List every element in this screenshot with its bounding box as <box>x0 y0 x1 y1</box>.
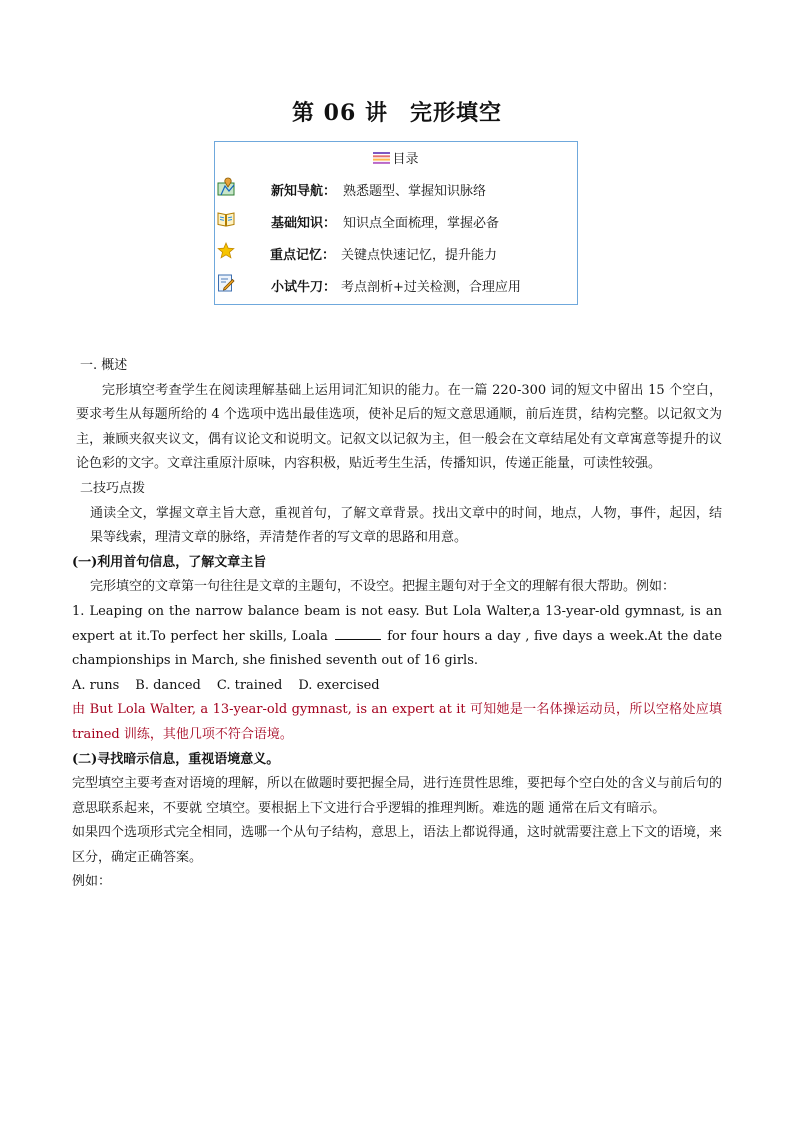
overview-paragraph: 完形填空考查学生在阅读理解基础上运用词汇知识的能力。在一篇 220-300 词的短文中留出 15 个空白，要求考生从每题所给的 4 个选项中选出最佳选项，使补足后的短文意思通顺，前后连贯，结构完整。以记叙文为主，兼顾夹叙夹议文，偶有议论文和说明文。记叙文以记叙为主，但一般会在文章结尾处有文章寓意等提升的议论色彩的文字。文章注重原汁原味，内容积极，贴近考生生活，传播知识，传递正能量，可读性较强。 <box>76 382 722 472</box>
toc-item-label: 新知导航： <box>271 184 337 199</box>
toc-item-desc: 考点剖析+过关检测，合理应用 <box>341 280 521 295</box>
toc-heading <box>215 148 577 168</box>
toc-item-desc: 关键点快速记忆，提升能力 <box>341 248 498 263</box>
edit-icon <box>217 273 235 293</box>
toc-item-label: 基础知识： <box>271 216 337 231</box>
option-c: C. trained <box>216 677 283 693</box>
context-paragraph: 完型填空主要考查对语境的理解，所以在做题时要把握全局，进行连贯性思维，要把每个空白处的含义与前后句的意思联系起来，不要就 空填空。要根据上下文进行合乎逻辑的推理判断。难选的题 通常在后文有暗示。 <box>72 776 723 816</box>
toc-heading-text: 目录 <box>392 152 419 167</box>
example-text: for four hours a day , five days a week.At the date championships in March, she finished seventh out of 16 girls. <box>72 628 723 669</box>
first-sentence-paragraph: 完形填空的文章第一句往往是文章的主题句，不设空。把握主题句对于全文的理解有很大帮助。例如： <box>90 579 676 595</box>
main-content <box>72 354 722 895</box>
toc-item-label: 小试牛刀： <box>271 280 337 295</box>
tips-paragraph: 通读全文，掌握文章主旨大意，重视首句，了解文章背景。找出文章中的时间，地点，人物，事件，起因，结果等线索，理清文章的脉络，弄清楚作者的写文章的思路和用意。 <box>90 505 722 546</box>
subsection-heading: (二)寻找暗示信息，重视语境意义。 <box>72 751 280 767</box>
book-icon <box>217 209 235 229</box>
subsection-heading: (一)利用首句信息，了解文章主旨 <box>72 554 267 570</box>
star-icon <box>217 241 235 261</box>
table-of-contents <box>214 141 578 305</box>
toc-item-label: 重点记忆： <box>270 248 336 263</box>
section-heading: 二技巧点拨 <box>80 480 146 496</box>
answer-options <box>72 674 722 699</box>
map-pin-icon <box>217 177 235 197</box>
toc-item-basics <box>215 209 577 233</box>
answer-explanation: 由 But Lola Walter, a 13-year-old gymnast, is an expert at it 可知她是一名体操运动员，所以空格处应填 trained 训练，其他几项不符合语境。 <box>72 702 722 742</box>
list-icon <box>373 152 390 168</box>
lesson-topic: 完形填空 <box>409 100 502 126</box>
option-a: A. runs <box>72 677 120 693</box>
example-question <box>72 600 722 674</box>
context-paragraph: 如果四个选项形式完全相同，选哪一个从句子结构，意思上，语法上都说得通，这时就需要注意上下文的语境，来区分，确定正确答案。 <box>72 825 723 865</box>
lesson-number: 第 06 讲 <box>292 100 388 126</box>
toc-item-desc: 熟悉题型、掌握知识脉络 <box>343 184 487 199</box>
option-b: B. danced <box>135 677 201 693</box>
toc-item-key-memory <box>215 241 577 265</box>
toc-item-practice <box>215 273 577 297</box>
answer-blank <box>335 627 381 640</box>
page-title <box>0 96 794 127</box>
section-heading: 一. 概述 <box>80 358 128 373</box>
example-label: 例如： <box>72 874 112 890</box>
toc-item-navigation <box>215 177 577 201</box>
toc-item-desc: 知识点全面梳理，掌握必备 <box>343 216 500 231</box>
example-text: 1. Leaping on the narrow balance beam is not easy. But Lola Walter,a 13-year-old gymnast, is an expert at it.To perfect her skills, Loala <box>72 603 722 644</box>
option-d: D. exercised <box>298 677 380 693</box>
